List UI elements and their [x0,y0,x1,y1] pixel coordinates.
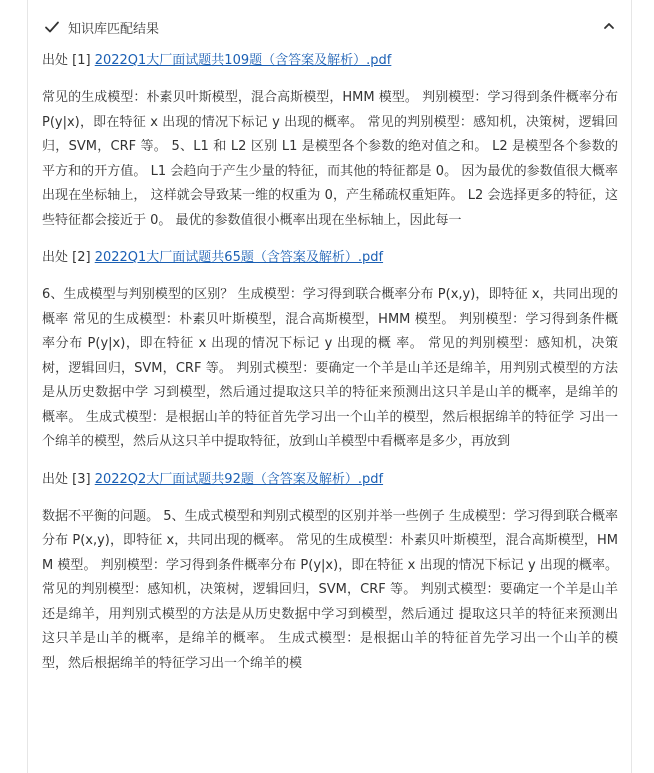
result-source [42,247,618,269]
panel-title: 知识库匹配结果 [68,21,160,37]
results-list [42,50,618,690]
source-file-link[interactable]: 2022Q1大厂面试题共109题（含答案及解析）.pdf [94,53,392,68]
result-snippet: 数据不平衡的问题。 5、生成式模型和判别式模型的区别并举一些例子 生成模型：学习得到联合概率分布 P(x,y)，即特征 x，共同出现的概率。 常见的生成模型：朴素贝叶斯模型，混合高斯模型，HMM 模型。 判别模型：学习得到条件概率分布 P(y|x)，即在特征 x 出现的情况下标记 y 出现的概率。 常见的判别模型：感知机，决策树，逻辑回归，SVM，CRF 等。 判别式模型：要确定一个羊是山羊还是绵羊，用判别式模型的方法是从历史数据中学习到模型，然后通过 提取这只羊的特征来预测出这只羊是山羊的概率，是绵羊的概率。 生成式模型：是根据山羊的特征首先学习出一个山羊的模型，然后根据绵羊的特征学习出一个绵羊的模 [42,508,618,671]
result-item [42,469,618,677]
result-source [42,50,618,72]
result-item [42,50,618,233]
source-prefix: 出处 [42,471,69,487]
source-index: [1] [72,53,91,68]
source-prefix: 出处 [42,250,69,265]
source-index: [2] [72,250,91,265]
chevron-up-icon[interactable] [602,19,616,33]
source-file-link[interactable]: 2022Q2大厂面试题共92题（含答案及解析）.pdf [94,471,384,487]
source-file-link[interactable]: 2022Q1大厂面试题共65题（含答案及解析）.pdf [94,250,384,265]
result-snippet: 6、生成模型与判别模型的区别？ 生成模型：学习得到联合概率分布 P(x,y)，即特征 x，共同出现的概率 常见的生成模型：朴素贝叶斯模型，混合高斯模型，HMM 模型。 判别模型：学习得到条件概率分布 P(y|x)，即在特征 x 出现的情况下标记 y 出现的概 率。 常见的判别模型：感知机，决策树，逻辑回归，SVM，CRF 等。 判别式模型：要确定一个羊是山羊还是绵羊，用判别式模型的方法是从历史数据中学 习到模型，然后通过提取这只羊的特征来预测出这只羊是山羊的概率，是绵羊的概率。 生成式模型：是根据山羊的特征首先学习出一个山羊的模型，然后根据绵羊的特征学 习出一个绵羊的模型，然后从这只羊中提取特征，放到山羊模型中看概率是多少，再放到 [42,287,618,449]
result-snippet: 常见的生成模型：朴素贝叶斯模型，混合高斯模型，HMM 模型。 判别模型：学习得到条件概率分布 P(y|x)，即在特征 x 出现的情况下标记 y 出现的概率。 常见的判别模型：感知机，决策树，逻辑回归，SVM，CRF 等。 5、L1 和 L2 区别 L1 是模型各个参数的绝对值之和。 L2 是模型各个参数的平方和的开方值。 L1 会趋向于产生少量的特征，而其他的特征都是 0。 因为最优的参数值很大概率出现在坐标轴上， 这样就会导致某一维的权重为 0，产生稀疏权重矩阵。 L2 会选择更多的特征，这些特征都会接近于 0。 最优的参数值很小概率出现在坐标轴上，因此每一 [42,90,618,228]
panel-header[interactable] [44,16,616,38]
source-index: [3] [72,471,91,487]
source-prefix: 出处 [42,53,69,68]
result-item [42,247,618,455]
result-source [42,469,618,491]
check-icon [44,19,60,35]
